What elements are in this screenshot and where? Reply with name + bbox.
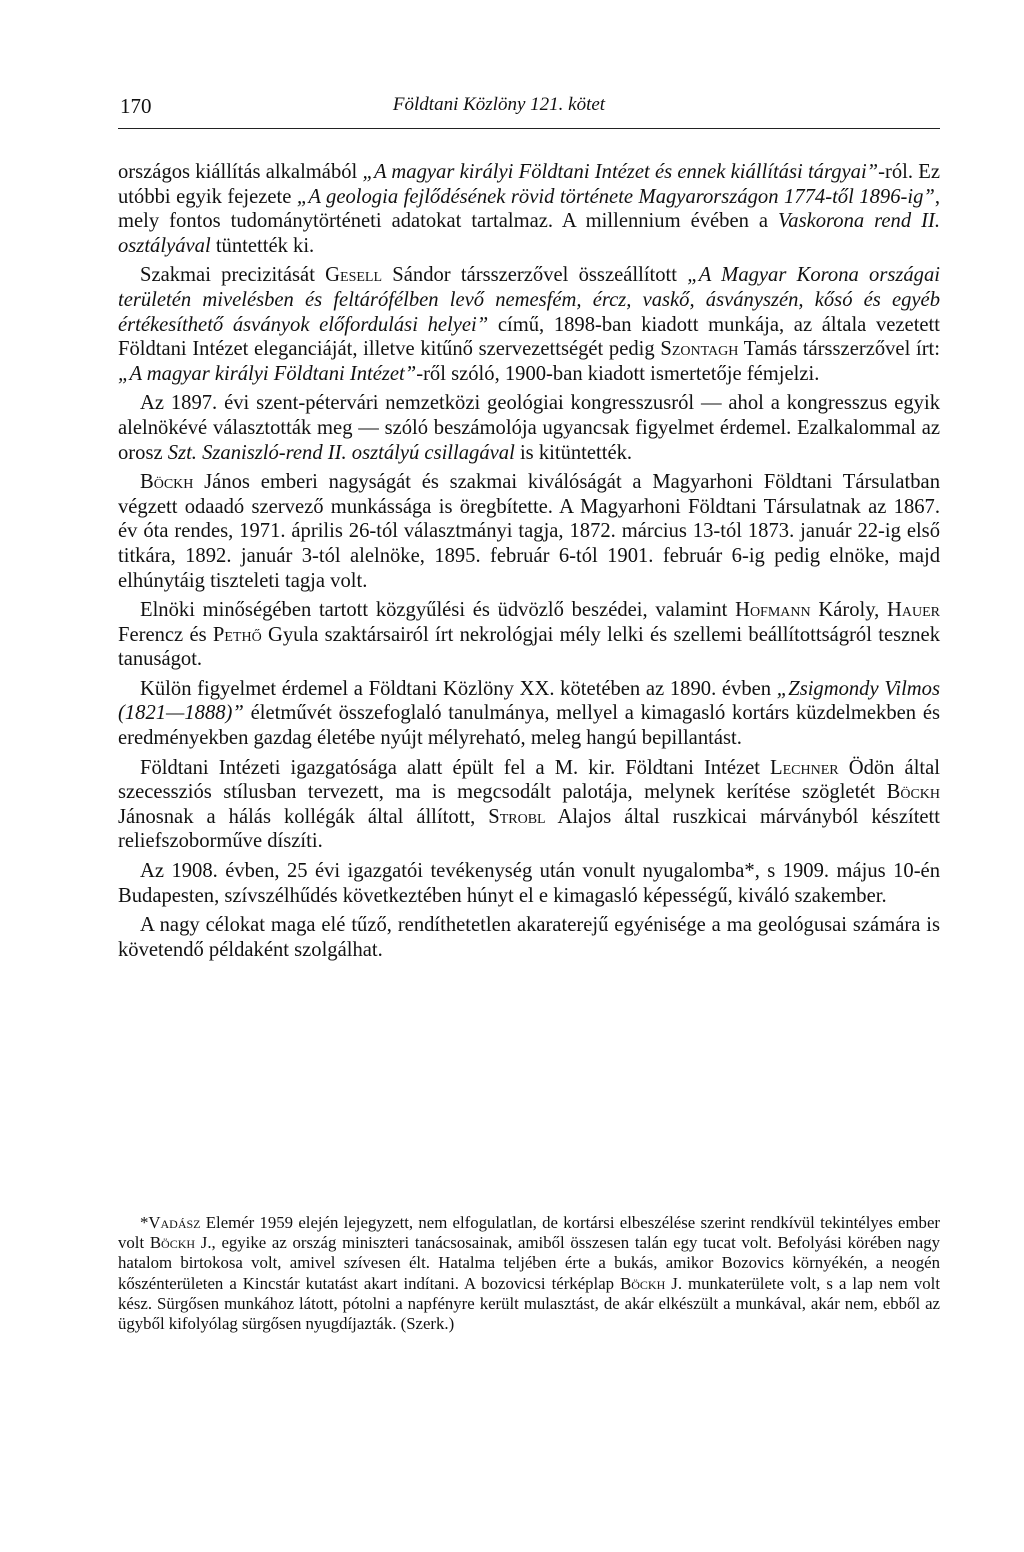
text-run: Földtani Intézeti igazgatósága alatt épült fel a M. kir. Földtani Intézet bbox=[140, 756, 771, 779]
person-surname: Pethő bbox=[212, 623, 262, 646]
text-run: J., egyike az ország miniszteri tanácsosainak, amiből összesen talán egy tucat volt. Befolyási körében nagy hatalom birtokosa volt, amivel szívesen élt. Hatalma teljében érte a bukás, amikor Bozovics környékén, a neogén kőszénterületen a Kincstár kutatást akart indítani. A bozovicsi térképlap bbox=[118, 1233, 940, 1293]
text-run: országos kiállítás alkalmából bbox=[118, 161, 363, 183]
text-run: Szakmai precizitását bbox=[140, 264, 326, 287]
text-run: Elemér 1959 elején lejegyzett, nem elfogulatlan, de kortársi elbeszélése szerint rendkívül tekintélyes ember volt bbox=[118, 1213, 940, 1253]
text-run: Ferencz és bbox=[118, 623, 213, 646]
text-run: Az 1897. évi szent-pétervári nemzetközi geológiai kongresszusról — ahol a kongresszus egyik alelnökévé választották meg — szóló beszámolója ugyancsak figyelmet érdemel. Ezalkalommal az orosz bbox=[118, 392, 940, 464]
person-surname: Strobl bbox=[488, 805, 546, 828]
text-run: Gyula szaktársairól írt nekrológjai mély lelki és szellemi beállítottságról tesznek tanuságot. bbox=[118, 623, 940, 671]
text-run: tüntették ki. bbox=[210, 234, 315, 257]
paragraph bbox=[118, 391, 940, 465]
person-surname: Böckh bbox=[140, 471, 194, 494]
text-run: is kitüntették. bbox=[514, 441, 633, 464]
page-header bbox=[118, 92, 940, 129]
text-run: Sándor társszerzővel összeállított bbox=[382, 264, 688, 287]
paragraph bbox=[118, 859, 940, 908]
italic-title-text: „A Magyar Korona országai területén mivelésben és feltárófélben levő nemesfém, ércz, vaskő, ásványszén, kősó és egyéb értékesíthető ásványok előfordulási helyei” bbox=[118, 264, 940, 336]
text-run: Az 1908. évben, 25 évi igazgatói tevékenység után vonult nyugalomba*, s 1909. május 10-én Budapesten, szívszélhűdés következtében húnyt el e kimagasló képességű, kiváló szakember. bbox=[118, 860, 940, 907]
text-run: életművét összefoglaló tanulmánya, mellyel a kimagasló kortárs küzdelmekben és eredményekben gazdag életébe nyújt mélyreható, meleg hangú bepillantást. bbox=[118, 702, 940, 750]
paragraph bbox=[118, 677, 940, 751]
text-run: Károly, bbox=[810, 599, 888, 622]
italic-title-text: Szt. Szaniszló-rend II. osztályú csillagával bbox=[167, 441, 515, 464]
text-run: Tamás társszerzővel írt: bbox=[738, 338, 940, 361]
italic-title-text: Vaskorona rend II. osztályával bbox=[118, 210, 940, 257]
text-run: -ről szóló, 1900-ban kiadott ismertetője fémjelzi. bbox=[416, 362, 820, 385]
person-surname: Hauer bbox=[887, 599, 940, 622]
text-run: János emberi nagyságát és szakmai kiválóságát a Magyarhoni Földtani Társulatban végzett odaadó szervező munkássága is öregbítette. A Magyarhoni Földtani Társulatnak az 1867. év óta rendes, 1971. április 26-tól választmányi tagja, 1872. március 13-tól 1873. január 22-ig első titkára, 1892. január 3-tól alelnöke, 1895. február 6-tól 1901. február 6-ig pedig elnöke, majd elhúnytáig tiszteleti tagja volt. bbox=[118, 471, 940, 592]
text-run: , mely fontos tudománytörténeti adatokat tartalmaz. A millennium évében a bbox=[118, 185, 940, 233]
text-run: * bbox=[140, 1213, 149, 1232]
person-surname: Böckh bbox=[620, 1273, 666, 1293]
page-number: 170 bbox=[120, 94, 152, 118]
person-surname: Böckh bbox=[149, 1233, 196, 1253]
text-run: Jánosnak a hálás kollégák által állított, bbox=[118, 805, 489, 828]
footnote bbox=[118, 1213, 940, 1334]
body-text bbox=[118, 160, 940, 967]
person-surname: Vadász bbox=[148, 1213, 201, 1232]
italic-title-text: „A geologia fejlődésének rövid története Magyarországon 1774-től 1896-ig” bbox=[296, 185, 935, 208]
text-run: című, 1898-ban kiadott munkája, az általa vezetett Földtani Intézet eleganciáját, illetve kitűnő szervezettségét pedig bbox=[118, 313, 941, 361]
text-run: A nagy célokat maga elé tűző, rendíthetetlen akaraterejű egyénisége a ma geológusai számára is követendő példaként szolgálhat. bbox=[118, 914, 940, 961]
text-run: Elnöki minőségében tartott közgyűlési és üdvözlő beszédei, valamint bbox=[140, 599, 736, 622]
running-title: Földtani Közlöny 121. kötet bbox=[392, 94, 606, 115]
italic-title-text: „A magyar királyi Földtani Intézet” bbox=[118, 362, 417, 385]
text-run: Külön figyelmet érdemel a Földtani Közlöny XX. kötetében az 1890. évben bbox=[140, 677, 777, 700]
paragraph bbox=[118, 160, 940, 258]
text-run: Alajos által ruszkicai márványból készített reliefszoborműve díszíti. bbox=[118, 805, 940, 853]
italic-title-text: „Zsigmondy Vilmos (1821—1888)” bbox=[118, 677, 940, 725]
person-surname: Szontagh bbox=[660, 338, 739, 361]
paragraph bbox=[118, 263, 940, 386]
person-surname: Hofmann bbox=[735, 599, 811, 622]
paragraph bbox=[118, 470, 940, 593]
paragraph bbox=[118, 913, 940, 962]
person-surname: Lechner bbox=[770, 756, 839, 779]
text-run: Ödön által szecessziós stílusban tervezett, ma is megcsodált palotája, melynek kerítése szögletét bbox=[118, 756, 940, 804]
italic-title-text: „A magyar királyi Földtani Intézet és ennek kiállítási tárgyai” bbox=[362, 161, 879, 183]
paragraph bbox=[118, 756, 940, 854]
paragraph bbox=[118, 598, 940, 672]
text-run: J. munkaterülete volt, s a lap nem volt kész. Sürgősen munkához látott, pótolni a napfényre került mulasztást, de akár elkészült a munkával, akár nem, ebből az ügyből kifolyólag sürgősen nyugdíjazták. (Szerk.) bbox=[118, 1273, 940, 1334]
footnote-paragraph bbox=[118, 1213, 940, 1334]
text-run: -ról. Ez utóbbi egyik fejezete bbox=[118, 161, 940, 208]
person-surname: Gesell bbox=[325, 264, 383, 287]
person-surname: Böckh bbox=[886, 781, 940, 804]
